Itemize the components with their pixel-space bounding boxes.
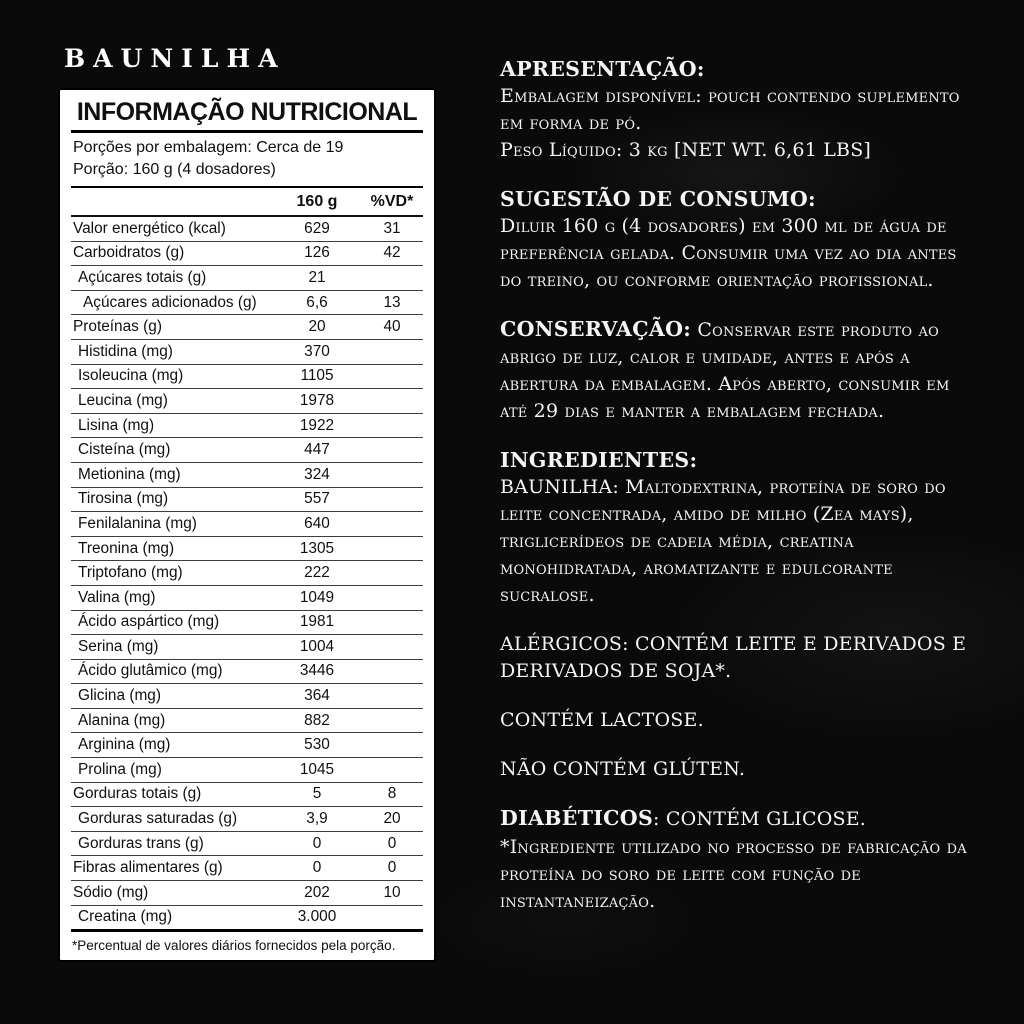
nutrient-label: Triptofano (mg) bbox=[78, 564, 183, 582]
table-row bbox=[71, 635, 423, 660]
nutrition-title: INFORMAÇÃO NUTRICIONAL bbox=[76, 98, 418, 126]
nutrient-amount: 0 bbox=[312, 834, 322, 852]
nutrient-label: Açúcares totais (g) bbox=[78, 268, 207, 286]
nutrition-rows bbox=[71, 217, 423, 930]
table-row bbox=[71, 611, 423, 636]
table-row bbox=[71, 315, 423, 340]
nutrient-label: Creatina (mg) bbox=[78, 908, 173, 926]
nutrient-amount: 557 bbox=[304, 490, 330, 508]
nutrient-label: Valor energético (kcal) bbox=[73, 219, 226, 237]
nutrient-amount: 1004 bbox=[299, 637, 335, 655]
flavor-title: BAUNILHA bbox=[64, 44, 286, 73]
section-heading: INGREDIENTES: bbox=[500, 448, 698, 472]
table-row bbox=[71, 463, 423, 488]
nutrient-amount: 370 bbox=[304, 342, 330, 360]
nutrient-label: Treonina (mg) bbox=[78, 539, 175, 557]
nutrient-dv: 10 bbox=[383, 883, 401, 901]
section-heading: SUGESTÃO DE CONSUMO: bbox=[500, 187, 816, 211]
section-heading: APRESENTAÇÃO: bbox=[500, 57, 705, 81]
table-row bbox=[71, 438, 423, 463]
nutrient-amount: 3446 bbox=[299, 662, 335, 680]
nutrient-dv: 31 bbox=[383, 219, 401, 237]
nutrient-label: Histidina (mg) bbox=[78, 342, 173, 360]
nutrient-amount: 447 bbox=[304, 441, 330, 459]
table-row bbox=[71, 512, 423, 537]
nutrition-facts-panel bbox=[58, 88, 436, 962]
nutrient-label: Fenilalanina (mg) bbox=[78, 514, 197, 532]
table-row bbox=[71, 586, 423, 611]
table-row bbox=[71, 365, 423, 390]
nutrient-label: Serina (mg) bbox=[78, 637, 159, 655]
section-text: Peso Líquido: 3 kg [NET WT. 6,61 LBS] bbox=[500, 139, 872, 161]
nutrient-amount: 530 bbox=[304, 736, 330, 754]
section-text: Embalagem disponível: pouch contendo suplemento em forma de pó. bbox=[500, 85, 960, 134]
section-heading: CONSERVAÇÃO: bbox=[500, 317, 692, 341]
nutrient-amount: 21 bbox=[308, 268, 326, 286]
table-row bbox=[71, 906, 423, 931]
section-text: : CONTÉM GLICOSE. bbox=[653, 808, 867, 830]
nutrient-label: Gorduras saturadas (g) bbox=[78, 810, 238, 828]
nutrient-label: Alanina (mg) bbox=[78, 711, 166, 729]
servings-per-package: Porções por embalagem: Cerca de 19 bbox=[73, 139, 344, 156]
nutrient-dv: 8 bbox=[387, 785, 397, 803]
section-text: CONTÉM LACTOSE. bbox=[500, 709, 704, 731]
nutrient-amount: 3,9 bbox=[306, 810, 328, 828]
nutrient-dv: 42 bbox=[383, 244, 401, 262]
table-row bbox=[71, 832, 423, 857]
info-block bbox=[500, 834, 970, 915]
table-row bbox=[71, 733, 423, 758]
nutrient-label: Valina (mg) bbox=[78, 588, 156, 606]
nutrient-amount: 364 bbox=[304, 687, 330, 705]
nutrient-amount: 202 bbox=[304, 883, 330, 901]
nutrient-amount: 6,6 bbox=[306, 293, 328, 311]
nutrient-label: Gorduras totais (g) bbox=[73, 785, 202, 803]
section-text: Conservar este produto ao abrigo de luz, calor e umidade, antes e após a abertura da embalagem. Após aberto, consumir em até 29 dias e manter a embalagem fechada. bbox=[500, 319, 950, 422]
nutrient-label: Açúcares adicionados (g) bbox=[83, 293, 257, 311]
section-text bbox=[500, 805, 970, 833]
info-block bbox=[500, 447, 970, 609]
table-row bbox=[71, 856, 423, 881]
nutrient-label: Glicina (mg) bbox=[78, 687, 161, 705]
dv-column-header: %VD* bbox=[370, 192, 414, 210]
nutrient-label: Ácido glutâmico (mg) bbox=[78, 662, 223, 680]
table-row bbox=[71, 266, 423, 291]
info-block bbox=[500, 186, 970, 294]
table-row bbox=[71, 758, 423, 783]
nutrient-amount: 629 bbox=[304, 219, 330, 237]
nutrient-label: Fibras alimentares (g) bbox=[73, 859, 223, 877]
section-heading: DIABÉTICOS bbox=[500, 806, 654, 830]
nutrient-amount: 1305 bbox=[299, 539, 335, 557]
table-row bbox=[71, 881, 423, 906]
nutrient-amount: 1105 bbox=[300, 367, 334, 385]
section-text: *Ingrediente utilizado no processo de fabricação da proteína do soro de leite com função de instantaneização. bbox=[500, 836, 967, 912]
amount-column-header: 160 g bbox=[296, 192, 338, 210]
nutrient-amount: 324 bbox=[304, 465, 330, 483]
info-block bbox=[500, 316, 970, 425]
table-row bbox=[71, 389, 423, 414]
table-row bbox=[71, 217, 423, 242]
table-row bbox=[71, 340, 423, 365]
info-panel bbox=[500, 56, 970, 915]
table-row bbox=[71, 242, 423, 267]
info-block bbox=[500, 707, 970, 734]
nutrient-label: Cisteína (mg) bbox=[78, 441, 171, 459]
nutrient-label: Carboidratos (g) bbox=[73, 244, 185, 262]
nutrient-label: Prolina (mg) bbox=[78, 760, 162, 778]
nutrient-label: Ácido aspártico (mg) bbox=[78, 613, 220, 631]
nutrient-label: Leucina (mg) bbox=[78, 391, 168, 409]
table-column-headers bbox=[71, 188, 423, 217]
nutrient-dv: 40 bbox=[383, 318, 401, 336]
section-text: Diluir 160 g (4 dosadores) em 300 ml de água de preferência gelada. Consumir uma vez ao dia antes do treino, ou conforme orientação profissional. bbox=[500, 215, 957, 291]
table-row bbox=[71, 291, 423, 316]
table-row bbox=[71, 561, 423, 586]
table-row bbox=[71, 537, 423, 562]
nutrient-amount: 1045 bbox=[299, 760, 335, 778]
serving-info bbox=[71, 133, 423, 186]
nutrient-label: Arginina (mg) bbox=[78, 736, 171, 754]
nutrient-label: Tirosina (mg) bbox=[78, 490, 169, 508]
table-row bbox=[71, 660, 423, 685]
nutrient-dv: 13 bbox=[383, 293, 401, 311]
nutrient-label: Isoleucina (mg) bbox=[78, 367, 184, 385]
nutrient-amount: 126 bbox=[304, 244, 330, 262]
nutrient-dv: 0 bbox=[387, 834, 397, 852]
table-row bbox=[71, 709, 423, 734]
section-text: NÃO CONTÉM GLÚTEN. bbox=[500, 758, 746, 780]
nutrient-label: Gorduras trans (g) bbox=[78, 834, 204, 852]
nutrient-label: Sódio (mg) bbox=[73, 883, 149, 901]
table-row bbox=[71, 414, 423, 439]
serving-size: Porção: 160 g (4 dosadores) bbox=[73, 161, 276, 178]
nutrient-amount: 222 bbox=[304, 564, 330, 582]
nutrient-amount: 640 bbox=[304, 514, 330, 532]
info-block bbox=[500, 756, 970, 783]
nutrient-dv: 20 bbox=[383, 810, 401, 828]
nutrient-amount: 1049 bbox=[299, 588, 335, 606]
nutrient-amount: 3.000 bbox=[297, 908, 337, 926]
nutrient-amount: 20 bbox=[308, 318, 326, 336]
nutrient-amount: 1978 bbox=[299, 391, 335, 409]
info-block bbox=[500, 805, 970, 833]
nutrient-label: Lisina (mg) bbox=[78, 416, 155, 434]
nutrient-label: Proteínas (g) bbox=[73, 318, 162, 336]
table-row bbox=[71, 684, 423, 709]
table-row bbox=[71, 783, 423, 808]
info-block bbox=[500, 631, 970, 685]
info-block bbox=[500, 56, 970, 164]
section-text: BAUNILHA: Maltodextrina, proteína de soro do leite concentrada, amido de milho (Zea mays), triglicerídeos de cadeia média, creatina monohidratada, aromatizante e edulcorante sucralose. bbox=[500, 476, 946, 606]
nutrient-amount: 0 bbox=[312, 859, 322, 877]
table-row bbox=[71, 488, 423, 513]
nutrient-amount: 1981 bbox=[299, 613, 335, 631]
section-text: ALÉRGICOS: CONTÉM LEITE E DERIVADOS E DERIVADOS DE SOJA*. bbox=[500, 633, 967, 682]
nutrient-amount: 5 bbox=[312, 785, 322, 803]
nutrient-amount: 1922 bbox=[299, 416, 335, 434]
nutrient-label: Metionina (mg) bbox=[78, 465, 181, 483]
table-row bbox=[71, 807, 423, 832]
table-footnote: *Percentual de valores diários fornecidos pela porção. bbox=[72, 938, 396, 954]
nutrient-dv: 0 bbox=[387, 859, 397, 877]
section-text bbox=[500, 316, 970, 425]
nutrient-amount: 882 bbox=[304, 711, 330, 729]
